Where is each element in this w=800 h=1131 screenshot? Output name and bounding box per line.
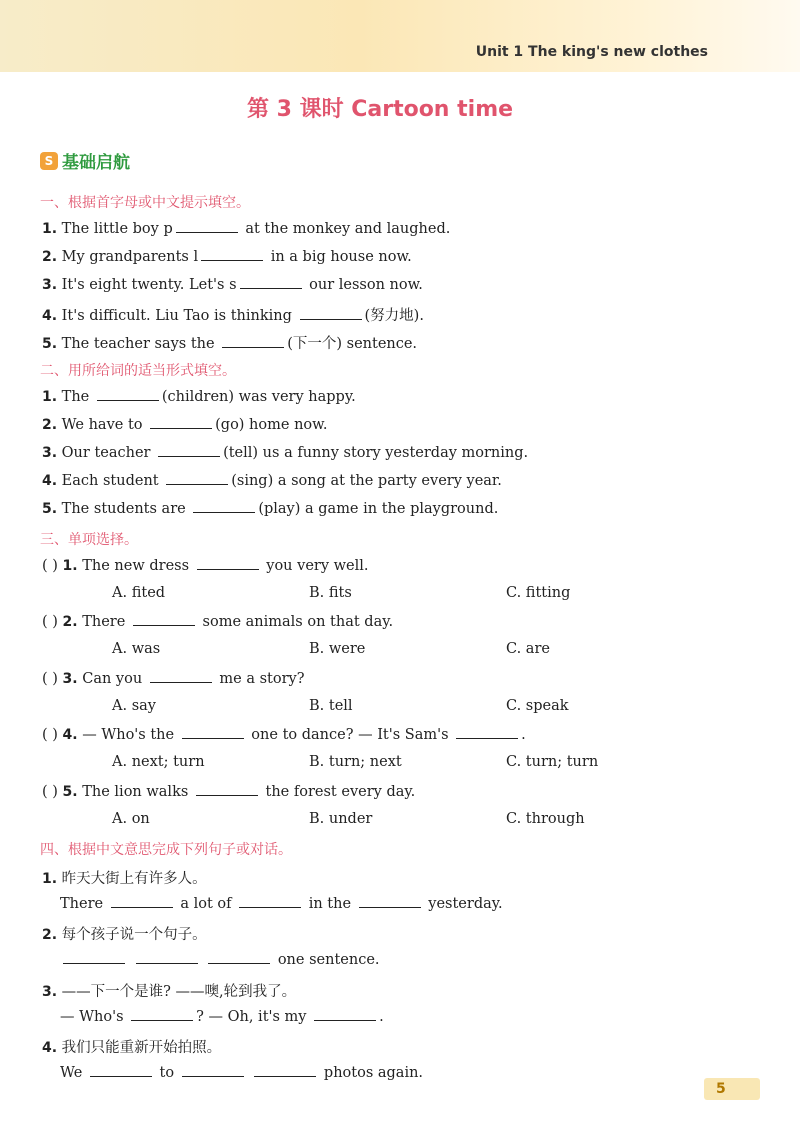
part3-question-4: ( ) 4. — Who's the one to dance? — It's Sam's . — [42, 727, 526, 743]
part4-item-2-cn: 2. 每个孩子说一个句子。 — [42, 927, 207, 943]
option-a[interactable]: A. on — [112, 811, 150, 827]
answer-blank[interactable] — [359, 895, 421, 908]
answer-blank[interactable] — [300, 307, 362, 320]
answer-parentheses[interactable]: ( ) — [42, 784, 58, 800]
part4-title: 四、根据中文意思完成下列句子或对话。 — [40, 842, 292, 858]
option-b[interactable]: B. were — [309, 641, 366, 657]
answer-blank[interactable] — [182, 726, 244, 739]
option-a[interactable]: A. fited — [112, 585, 166, 601]
option-a[interactable]: A. next; turn — [112, 754, 205, 770]
answer-blank[interactable] — [182, 1064, 244, 1077]
option-c[interactable]: C. fitting — [506, 585, 571, 601]
option-a[interactable]: A. was — [112, 641, 161, 657]
part1-item-3: 3. It's eight twenty. Let's s our lesson now. — [42, 277, 423, 293]
part4-item-4-cn: 4. 我们只能重新开始拍照。 — [42, 1040, 222, 1056]
part1-item-4: 4. It's difficult. Liu Tao is thinking (努力地). — [42, 308, 424, 324]
answer-blank[interactable] — [176, 220, 238, 233]
answer-blank[interactable] — [90, 1064, 152, 1077]
option-b[interactable]: B. tell — [309, 698, 353, 714]
header-band — [0, 0, 800, 72]
part3-question-5: ( ) 5. The lion walks the forest every day. — [42, 784, 416, 800]
answer-blank[interactable] — [222, 335, 284, 348]
part3-question-2: ( ) 2. There some animals on that day. — [42, 614, 394, 630]
section-title: 基础启航 — [62, 153, 130, 173]
answer-blank[interactable] — [131, 1008, 193, 1021]
answer-parentheses[interactable]: ( ) — [42, 671, 58, 687]
answer-blank[interactable] — [201, 248, 263, 261]
answer-blank[interactable] — [133, 613, 195, 626]
answer-blank[interactable] — [166, 472, 228, 485]
option-a[interactable]: A. say — [112, 698, 156, 714]
part1-item-5: 5. The teacher says the (下一个) sentence. — [42, 336, 418, 352]
part1-item-2: 2. My grandparents l in a big house now. — [42, 249, 412, 265]
option-b[interactable]: B. under — [309, 811, 373, 827]
part4-item-2-en: one sentence. — [60, 951, 380, 968]
answer-blank[interactable] — [111, 895, 173, 908]
option-c[interactable]: C. turn; turn — [506, 754, 599, 770]
part4-item-3-cn: 3. ——下一个是谁? ——噢,轮到我了。 — [42, 984, 297, 1000]
answer-blank[interactable] — [97, 388, 159, 401]
answer-parentheses[interactable]: ( ) — [42, 614, 58, 630]
part3-title: 三、单项选择。 — [40, 532, 138, 548]
answer-parentheses[interactable]: ( ) — [42, 727, 58, 743]
answer-blank[interactable] — [63, 951, 125, 964]
part4-item-4-en: We to photos again. — [60, 1065, 424, 1081]
part2-item-1: 1. The (children) was very happy. — [42, 389, 356, 405]
part4-item-1-en: There a lot of in the yesterday. — [60, 896, 503, 912]
answer-blank[interactable] — [314, 1008, 376, 1021]
part2-item-5: 5. The students are (play) a game in the playground. — [42, 501, 499, 517]
part2-item-2: 2. We have to (go) home now. — [42, 417, 328, 433]
answer-blank[interactable] — [239, 895, 301, 908]
page-number: 5 — [704, 1078, 760, 1100]
part4-item-3-en: — Who's ? — Oh, it's my . — [60, 1009, 384, 1025]
section-badge-icon: S — [40, 152, 58, 170]
part3-question-1: ( ) 1. The new dress you very well. — [42, 558, 369, 574]
answer-blank[interactable] — [197, 557, 259, 570]
section-heading — [40, 148, 130, 173]
option-c[interactable]: C. through — [506, 811, 585, 827]
answer-blank[interactable] — [150, 670, 212, 683]
part4-item-1-cn: 1. 昨天大街上有许多人。 — [42, 871, 207, 887]
option-b[interactable]: B. turn; next — [309, 754, 402, 770]
answer-blank[interactable] — [254, 1064, 316, 1077]
answer-blank[interactable] — [208, 951, 270, 964]
option-c[interactable]: C. speak — [506, 698, 569, 714]
answer-blank[interactable] — [196, 783, 258, 796]
option-b[interactable]: B. fits — [309, 585, 352, 601]
answer-blank[interactable] — [136, 951, 198, 964]
lesson-title: 第 3 课时 Cartoon time — [246, 97, 514, 122]
unit-title: Unit 1 The king's new clothes — [475, 44, 708, 60]
part2-item-3: 3. Our teacher (tell) us a funny story yesterday morning. — [42, 445, 529, 461]
answer-parentheses[interactable]: ( ) — [42, 558, 58, 574]
part1-item-1: 1. The little boy p at the monkey and laughed. — [42, 221, 451, 237]
part2-item-4: 4. Each student (sing) a song at the party every year. — [42, 473, 502, 489]
answer-blank[interactable] — [193, 500, 255, 513]
answer-blank[interactable] — [150, 416, 212, 429]
part3-question-3: ( ) 3. Can you me a story? — [42, 671, 305, 687]
answer-blank[interactable] — [240, 276, 302, 289]
answer-blank[interactable] — [456, 726, 518, 739]
answer-blank[interactable] — [158, 444, 220, 457]
option-c[interactable]: C. are — [506, 641, 550, 657]
part2-title: 二、用所给词的适当形式填空。 — [40, 363, 236, 379]
part1-title: 一、根据首字母或中文提示填空。 — [40, 195, 250, 211]
